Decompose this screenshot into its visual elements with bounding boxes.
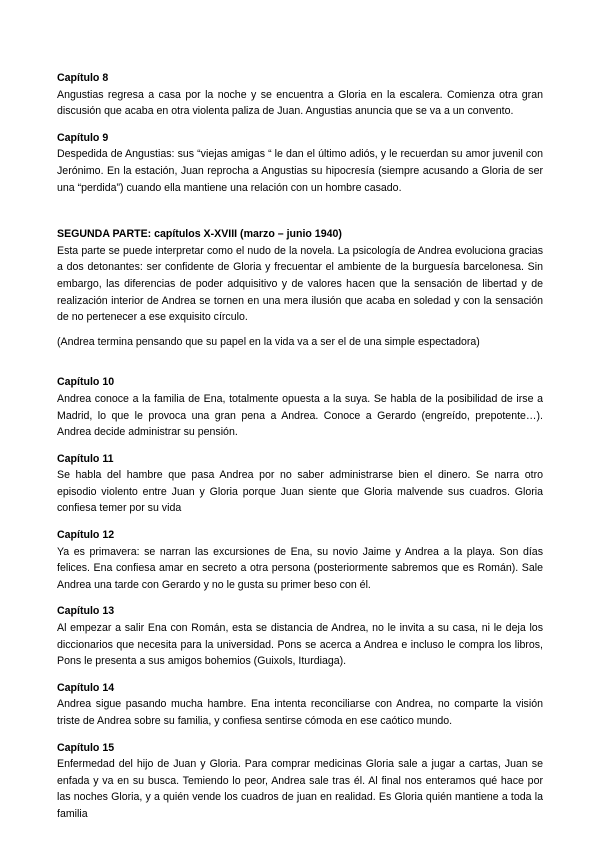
part-two-heading: SEGUNDA PARTE: capítulos X-XVIII (marzo – junio 1940) bbox=[57, 228, 342, 241]
chapter-summary: Enfermedad del hijo de Juan y Gloria. Para comprar medicinas Gloria sale a jugar a cartas, Juan se enfada y va en su busca. Temiendo lo peor, Andrea sale tras él. Al final nos enteramos qué hace por las noches Gloria, y a quién vende los cuadros de juan en realidad. Es Gloria quién mantiene a toda la familia bbox=[57, 758, 543, 820]
chapter-summary: Despedida de Angustias: sus “viejas amigas “ le dan el último adiós, y le recuerdan su amor juvenil con Jerónimo. En la estación, Juan reprocha a Angustias su hipocresía (siempre acusando a Gloria de ser una “perdida”) cuando ella mantiene una relación con un hombre casado. bbox=[57, 148, 543, 194]
chapter-summary: Al empezar a salir Ena con Román, esta se distancia de Andrea, no le invita a su casa, ni le deja los diccionarios que necesita para la universidad. Pons se acerca a Andrea e incluso le compra los libros, Pons le presenta a sus amigos bohemios (Guixols, Iturdiaga). bbox=[57, 622, 543, 668]
chapter-summary: Andrea sigue pasando mucha hambre. Ena intenta reconciliarse con Andrea, no comparte la visión triste de Andrea sobre su familia, y confiesa sentirse cómoda en ese caótico mundo. bbox=[57, 698, 543, 727]
chapter-summary: Ya es primavera: se narran las excursiones de Ena, su novio Jaime y Andrea a la playa. Son días felices. Ena confiesa amar en secreto a otra persona (posteriormente sabremos que es Román). Sale Andrea una tarde con Gerardo y no le gusta su primer beso con él. bbox=[57, 545, 543, 591]
chapter-heading: Capítulo 10 bbox=[57, 376, 115, 389]
part-two-intro: Esta parte se puede interpretar como el nudo de la novela. La psicología de Andrea evoluciona gracias a dos detonantes: ser confidente de Gloria y frecuentar el ambiente de la burguesía barcelonesa. Sin embargo, las diferencias de poder adquisitivo y de valores hacen que la sensación de libertad y de realización interior de Andrea se tornen en una mera ilusión que acaba en soledad y con la sensación de no pertenecer a ese exquisito círculo. bbox=[57, 244, 543, 324]
chapter-heading: Capítulo 11 bbox=[57, 452, 114, 465]
part-two-intro-section bbox=[57, 226, 543, 350]
chapter-heading: Capítulo 8 bbox=[57, 72, 109, 84]
chapter-12-section bbox=[57, 527, 543, 593]
chapter-heading: Capítulo 13 bbox=[57, 605, 115, 618]
chapter-heading: Capítulo 9 bbox=[57, 131, 109, 144]
part-two-note: (Andrea termina pensando que su papel en la vida va a ser el de una simple espectadora) bbox=[57, 335, 480, 348]
chapter-heading: Capítulo 12 bbox=[57, 529, 115, 542]
chapter-9-section bbox=[57, 130, 543, 196]
spacer bbox=[57, 206, 543, 226]
chapter-11-section bbox=[57, 451, 543, 517]
document-page bbox=[57, 70, 543, 833]
chapter-10-section bbox=[57, 374, 543, 440]
chapter-13-section bbox=[57, 603, 543, 669]
chapter-14-section bbox=[57, 680, 543, 730]
chapter-summary: Angustias regresa a casa por la noche y se encuentra a Gloria en la escalera. Comienza otra gran discusión que acaba en otra violenta paliza de Juan. Angustias anuncia que se va a un convento. bbox=[57, 88, 543, 118]
chapter-8-section bbox=[57, 70, 543, 120]
chapter-summary: Se habla del hambre que pasa Andrea por no saber administrarse bien el dinero. Se narra otro episodio violento entre Juan y Gloria porque Juan siente que Gloria malvende sus cuadros. Gloria confiesa temer por su vida bbox=[57, 469, 543, 515]
spacer bbox=[57, 360, 543, 374]
chapter-heading: Capítulo 14 bbox=[57, 681, 115, 694]
chapter-summary: Andrea conoce a la familia de Ena, totalmente opuesta a la suya. Se habla de la posibilidad de irse a Madrid, lo que le provoca una gran pena a Andrea. Conoce a Gerardo (engreído, prepotente…). Andrea decide administrar su pensión. bbox=[57, 392, 543, 439]
chapter-15-section bbox=[57, 740, 543, 823]
chapter-heading: Capítulo 15 bbox=[57, 741, 115, 754]
